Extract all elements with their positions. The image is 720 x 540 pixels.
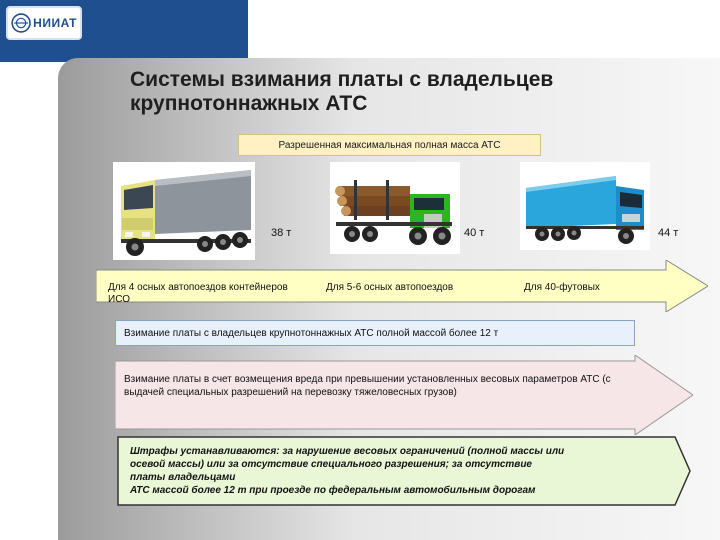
weight-label: Разрешенная максимальная полная масса АТС xyxy=(238,134,541,156)
arrow-label-3: Для 40-футовых xyxy=(524,282,600,293)
arrow-label-2: Для 5-6 осных автопоездов xyxy=(326,282,454,293)
logo-text: НИИАТ xyxy=(33,16,77,30)
fines-text xyxy=(130,445,660,497)
fines-line-2: осевой массы) или за отсутствие специального разрешения; за отсутствие xyxy=(130,459,532,470)
weight-38: 38 т xyxy=(271,227,292,239)
logging-truck-icon xyxy=(330,162,460,254)
fines-line-1: Штрафы устанавливаются: за нарушение весовых ограничений (полной массы или xyxy=(130,446,565,457)
toll-box: Взимание платы с владельцев крупнотоннажных АТС полной массой более 12 т xyxy=(115,320,635,346)
page-title: Системы взимания платы с владельцев крупнотоннажных АТС xyxy=(130,68,554,115)
weight-40: 40 т xyxy=(464,227,485,239)
fines-line-4: АТС массой более 12 т при проезде по федеральным автомобильным дорогам xyxy=(130,485,536,496)
arrow-label-1: Для 4 осных автопоездов контейнеров ИСО xyxy=(108,282,288,305)
niiat-logo xyxy=(6,6,82,40)
container-truck xyxy=(520,162,650,250)
weight-44: 44 т xyxy=(658,227,679,239)
box-truck-icon xyxy=(113,162,255,260)
emblem-icon xyxy=(11,10,31,36)
damage-text: Взимание платы в счет возмещения вреда при превышении установленных весовых параметров АТС (с выдачей специальных разрешений на перевозку тяжеловесных грузов) xyxy=(124,374,611,398)
fines-line-3: платы владельцами xyxy=(130,472,236,483)
container-truck-icon xyxy=(520,162,650,250)
box-truck xyxy=(113,162,255,260)
logging-truck xyxy=(330,162,460,254)
